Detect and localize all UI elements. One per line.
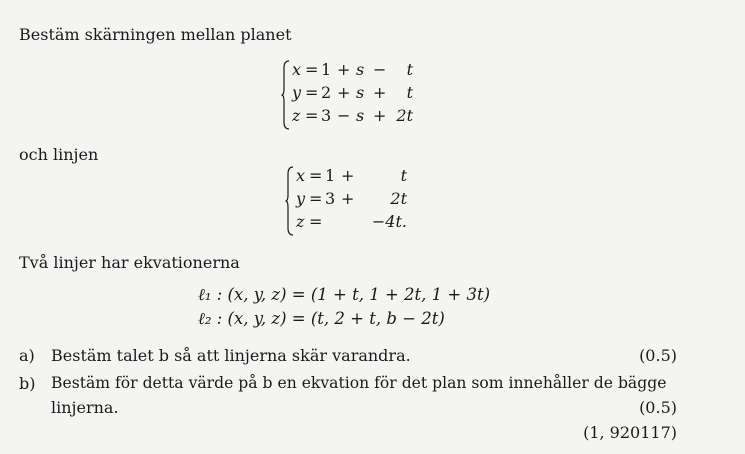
part-b-points: (0.5) [639, 398, 677, 417]
equation-equals: = [305, 60, 319, 79]
equation-t-term: t [406, 60, 413, 79]
equation-operator: + [341, 166, 355, 185]
equation-lhs: y [296, 189, 306, 208]
equation-lhs: z [296, 212, 305, 231]
equation-row [285, 212, 425, 234]
equation-s-term: s [356, 60, 365, 79]
two-lines-text: Två linjer har ekvationerna [19, 253, 240, 272]
part-b-label: b) [19, 374, 36, 393]
equation-constant: 1 [321, 60, 332, 79]
equation-equals: = [305, 106, 319, 125]
line-equation-1 [198, 285, 490, 305]
equation-operator: + [337, 83, 351, 102]
equation-operator: − [337, 106, 351, 125]
line-equation-2 [198, 309, 445, 329]
equation-equals: = [309, 189, 323, 208]
plane-equation-system [281, 60, 431, 130]
equation-row [281, 106, 431, 128]
equation-lhs: x [296, 166, 306, 185]
equation-t-term: 2t [390, 189, 407, 208]
equation-t-term: 2t [396, 106, 413, 125]
equation-row [285, 166, 425, 188]
equation-operator: + [373, 83, 387, 102]
equation-row [281, 83, 431, 105]
part-a-label: a) [19, 346, 35, 365]
line-expression: : (x, y, z) = (1 + t, 1 + 2t, 1 + 3t) [211, 285, 491, 304]
equation-t-term: t [400, 166, 407, 185]
equation-equals: = [309, 166, 323, 185]
equation-row [281, 60, 431, 82]
equation-constant: 3 [321, 106, 332, 125]
part-b-text: Bestäm för detta värde på b en ekvation för det plan som innehåller de bägge [51, 374, 667, 392]
equation-t-term: −4t. [371, 212, 407, 231]
part-a-points: (0.5) [639, 346, 677, 365]
intro-text: Bestäm skärningen mellan planet [19, 25, 292, 44]
and-line-text: och linjen [19, 145, 99, 164]
equation-constant: 2 [321, 83, 332, 102]
equation-operator: + [341, 189, 355, 208]
line-expression: : (x, y, z) = (t, 2 + t, b − 2t) [211, 309, 445, 328]
line-equation-system [285, 166, 425, 236]
equation-equals: = [309, 212, 323, 231]
equation-operator: + [373, 106, 387, 125]
equation-row [285, 189, 425, 211]
equation-constant: 1 [325, 166, 336, 185]
equation-lhs: x [292, 60, 302, 79]
equation-t-term: t [406, 83, 413, 102]
equation-constant: 3 [325, 189, 336, 208]
equation-operator: + [337, 60, 351, 79]
line-name: ℓ₂ [198, 309, 212, 328]
equation-s-term: s [356, 83, 365, 102]
equation-s-term: s [356, 106, 365, 125]
equation-equals: = [305, 83, 319, 102]
part-a-text: Bestäm talet b så att linjerna skär varandra. [51, 346, 411, 365]
equation-operator: − [373, 60, 387, 79]
part-b-text-continued: linjerna. [51, 398, 119, 417]
problem-code: (1, 920117) [583, 423, 677, 442]
line-name: ℓ₁ [198, 285, 212, 304]
equation-lhs: y [292, 83, 302, 102]
equation-lhs: z [292, 106, 301, 125]
